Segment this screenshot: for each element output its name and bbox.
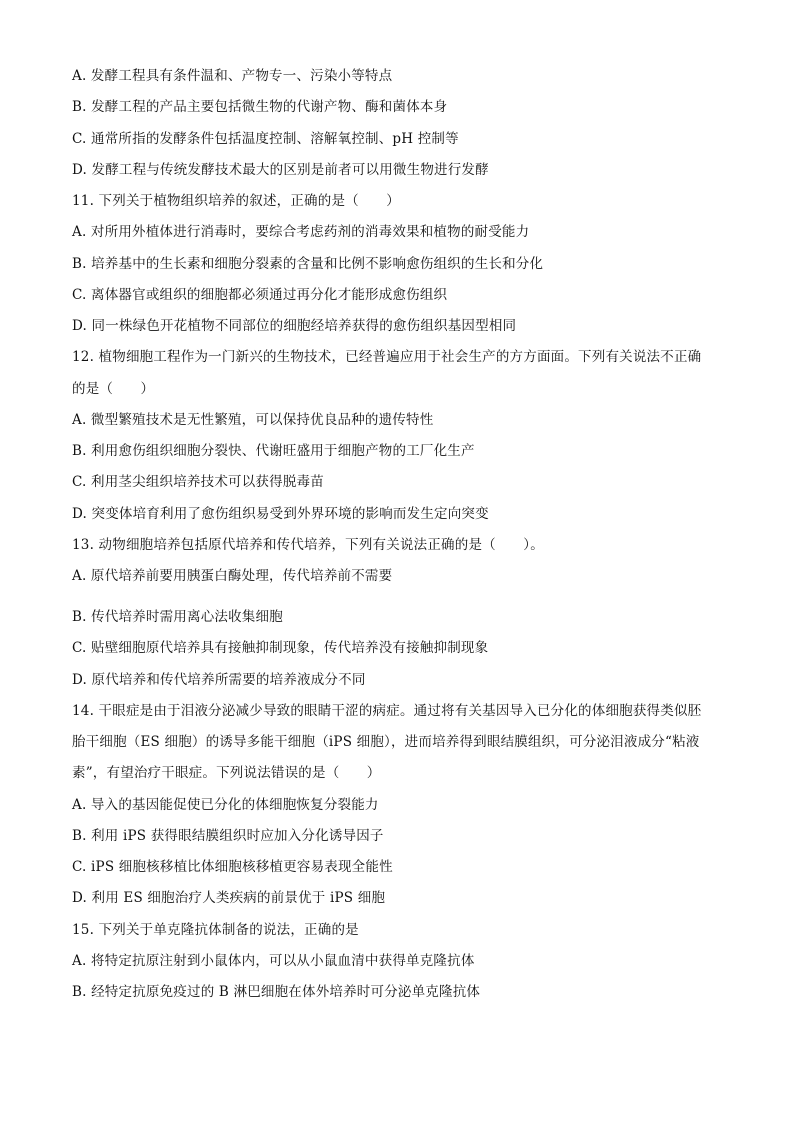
q10-option-a: A. 发酵工程具有条件温和、产物专一、污染小等特点: [72, 68, 393, 84]
q11-option-d: D. 同一株绿色开花植物不同部位的细胞经培养获得的愈伤组织基因型相同: [72, 318, 517, 334]
q12-option-d: D. 突变体培育利用了愈伤组织易受到外界环境的影响而发生定向突变: [72, 506, 489, 522]
q13-option-d: D. 原代培养和传代培养所需要的培养液成分不同: [72, 672, 366, 688]
q12-stem-line-2: 的是（ ）: [72, 381, 155, 397]
q14-option-b: B. 利用 iPS 获得眼结膜组织时应加入分化诱导因子: [72, 828, 384, 844]
q10-option-b: B. 发酵工程的产品主要包括微生物的代谢产物、酶和菌体本身: [72, 99, 448, 115]
q11-option-c: C. 离体器官或组织的细胞都必须通过再分化才能形成愈伤组织: [72, 287, 448, 303]
q14-option-a: A. 导入的基因能促使已分化的体细胞恢复分裂能力: [72, 797, 379, 813]
q13-option-b: B. 传代培养时需用离心法收集细胞: [72, 609, 283, 625]
q10-option-c: C. 通常所指的发酵条件包括温度控制、溶解氧控制、pH 控制等: [72, 131, 459, 147]
q11-stem: 11. 下列关于植物组织培养的叙述，正确的是（ ）: [72, 193, 400, 209]
q12-option-c: C. 利用茎尖组织培养技术可以获得脱毒苗: [72, 474, 324, 490]
q14-stem-line-1: 14. 干眼症是由于泪液分泌减少导致的眼睛干涩的病症。通过将有关基因导入已分化的体细胞获得类似胚: [72, 703, 702, 719]
q13-option-a: A. 原代培养前要用胰蛋白酶处理，传代培养前不需要: [72, 568, 393, 584]
q14-option-c: C. iPS 细胞核移植比体细胞核移植更容易表现全能性: [72, 859, 393, 875]
q11-option-b: B. 培养基中的生长素和细胞分裂素的含量和比例不影响愈伤组织的生长和分化: [72, 256, 544, 272]
q13-option-c: C. 贴壁细胞原代培养具有接触抑制现象，传代培养没有接触抑制现象: [72, 640, 489, 656]
q14-stem-line-2: 胎干细胞（ES 细胞）的诱导多能干细胞（iPS 细胞），进而培养得到眼结膜组织，可分泌泪液成分“粘液: [72, 734, 700, 750]
q12-option-a: A. 微型繁殖技术是无性繁殖，可以保持优良品种的遗传特性: [72, 412, 434, 428]
q15-option-b: B. 经特定抗原免疫过的 B 淋巴细胞在体外培养时可分泌单克隆抗体: [72, 984, 481, 1000]
q10-option-d: D. 发酵工程与传统发酵技术最大的区别是前者可以用微生物进行发酵: [72, 162, 489, 178]
q12-option-b: B. 利用愈伤组织细胞分裂快、代谢旺盛用于细胞产物的工厂化生产: [72, 443, 475, 459]
q15-option-a: A. 将特定抗原注射到小鼠体内，可以从小鼠血清中获得单克隆抗体: [72, 953, 475, 969]
q14-stem-line-3: 素”，有望治疗干眼症。下列说法错误的是（ ）: [72, 765, 381, 781]
q12-stem-line-1: 12. 植物细胞工程作为一门新兴的生物技术，已经普遍应用于社会生产的方方面面。下列有关说法不正确: [72, 349, 702, 365]
q13-stem: 13. 动物细胞培养包括原代培养和传代培养，下列有关说法正确的是（ ）。: [72, 537, 544, 553]
q15-stem: 15. 下列关于单克隆抗体制备的说法，正确的是: [72, 922, 359, 938]
q11-option-a: A. 对所用外植体进行消毒时，要综合考虑药剂的消毒效果和植物的耐受能力: [72, 224, 530, 240]
q14-option-d: D. 利用 ES 细胞治疗人类疾病的前景优于 iPS 细胞: [72, 890, 386, 906]
